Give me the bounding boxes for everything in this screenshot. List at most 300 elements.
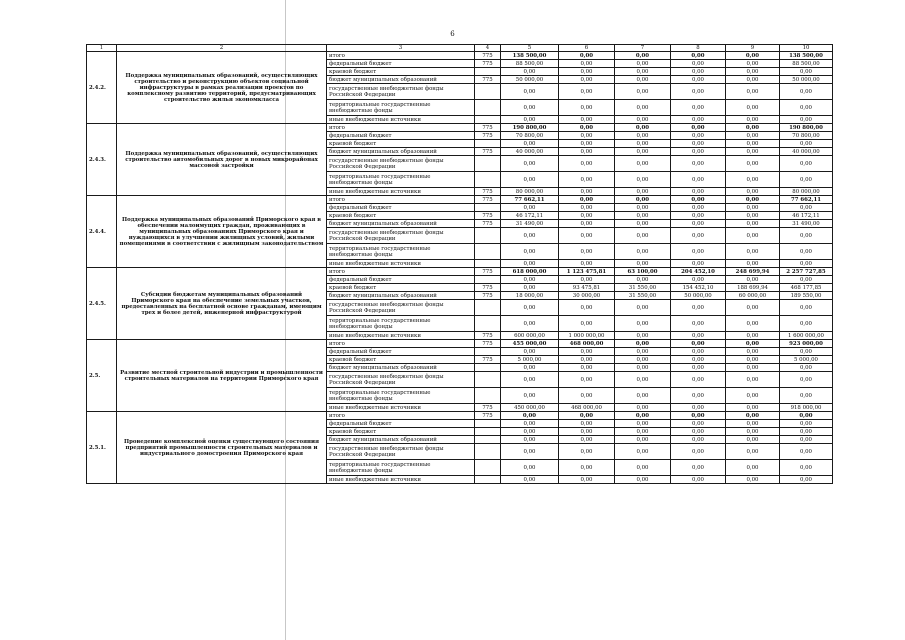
amount-cell: 88 500,00 [780,60,833,68]
amount-cell: 0,00 [726,372,780,388]
grbs-code: 775 [475,60,501,68]
column-number: 3 [327,45,475,52]
amount-cell: 0,00 [501,364,559,372]
amount-cell: 0,00 [726,244,780,260]
section-code: 2.4.3. [87,124,117,196]
amount-cell: 0,00 [780,244,833,260]
amount-cell: 0,00 [501,84,559,100]
amount-cell: 0,00 [615,348,671,356]
amount-cell: 77 662,11 [501,196,559,204]
amount-cell: 0,00 [501,300,559,316]
amount-cell: 0,00 [615,132,671,140]
funding-source: территориальные государственные внебюджетные фонды [327,244,475,260]
funding-source: территориальные государственные внебюджетные фонды [327,172,475,188]
grbs-code [475,372,501,388]
amount-cell: 0,00 [671,364,726,372]
amount-cell: 0,00 [559,372,615,388]
funding-source: государственные внебюджетные фонды Российской Федерации [327,372,475,388]
funding-source: иные внебюджетные источники [327,188,475,196]
funding-source: итого [327,124,475,132]
amount-cell: 138 500,00 [780,52,833,60]
grbs-code [475,420,501,428]
amount-cell: 70 800,00 [501,132,559,140]
amount-cell: 0,00 [501,388,559,404]
grbs-code: 775 [475,268,501,276]
section-name: Проведение комплексной оценки существующего состояния предприятий промышленности строительных материалов и индустриального домостроения Приморского края [117,412,327,484]
amount-cell: 88 500,00 [501,60,559,68]
grbs-code: 775 [475,412,501,420]
funding-source: иные внебюджетные источники [327,332,475,340]
amount-cell: 0,00 [559,244,615,260]
amount-cell: 0,00 [726,68,780,76]
amount-cell: 0,00 [615,220,671,228]
amount-cell: 0,00 [726,340,780,348]
funding-source: краевой бюджет [327,140,475,148]
amount-cell: 80 000,00 [501,188,559,196]
amount-cell: 0,00 [726,444,780,460]
amount-cell: 0,00 [780,316,833,332]
amount-cell: 0,00 [671,372,726,388]
amount-cell: 0,00 [559,316,615,332]
section-code: 2.4.4. [87,196,117,268]
funding-source: краевой бюджет [327,284,475,292]
amount-cell: 0,00 [780,364,833,372]
amount-cell: 0,00 [615,436,671,444]
amount-cell: 190 800,00 [501,124,559,132]
amount-cell: 0,00 [559,364,615,372]
amount-cell: 1 600 000,00 [780,332,833,340]
amount-cell: 0,00 [780,100,833,116]
amount-cell: 0,00 [671,76,726,84]
amount-cell: 50 000,00 [780,76,833,84]
table-row [87,268,833,276]
amount-cell: 0,00 [615,460,671,476]
amount-cell: 0,00 [501,100,559,116]
amount-cell: 0,00 [726,228,780,244]
amount-cell: 0,00 [559,68,615,76]
amount-cell: 0,00 [559,428,615,436]
amount-cell: 0,00 [671,188,726,196]
amount-cell: 0,00 [559,228,615,244]
amount-cell: 0,00 [671,228,726,244]
amount-cell: 0,00 [559,172,615,188]
amount-cell: 0,00 [501,156,559,172]
amount-cell: 0,00 [615,84,671,100]
amount-cell: 31 490,00 [501,220,559,228]
amount-cell: 0,00 [615,124,671,132]
funding-source: иные внебюджетные источники [327,476,475,484]
amount-cell: 0,00 [780,300,833,316]
funding-source: бюджет муниципальных образований [327,436,475,444]
amount-cell: 0,00 [501,428,559,436]
amount-cell: 0,00 [615,372,671,388]
amount-cell: 0,00 [615,140,671,148]
amount-cell: 0,00 [559,436,615,444]
amount-cell: 190 800,00 [780,124,833,132]
amount-cell: 0,00 [726,428,780,436]
grbs-code: 775 [475,124,501,132]
funding-source: иные внебюджетные источники [327,260,475,268]
amount-cell: 0,00 [671,156,726,172]
amount-cell: 0,00 [559,444,615,460]
grbs-code [475,156,501,172]
funding-source: итого [327,196,475,204]
funding-source: территориальные государственные внебюджетные фонды [327,388,475,404]
grbs-code: 775 [475,220,501,228]
amount-cell: 0,00 [780,388,833,404]
funding-source: краевой бюджет [327,212,475,220]
funding-source: федеральный бюджет [327,60,475,68]
amount-cell: 0,00 [671,340,726,348]
column-number-row [87,45,833,52]
amount-cell: 138 500,00 [501,52,559,60]
amount-cell: 0,00 [726,404,780,412]
amount-cell: 0,00 [559,300,615,316]
grbs-code [475,84,501,100]
amount-cell: 0,00 [780,436,833,444]
amount-cell: 0,00 [559,412,615,420]
amount-cell: 1 123 475,81 [559,268,615,276]
funding-source: государственные внебюджетные фонды Российской Федерации [327,84,475,100]
column-number: 1 [87,45,117,52]
funding-source: бюджет муниципальных образований [327,364,475,372]
section-name: Развитие местной строительной индустрии и промышленности строительных материалов на территории Приморского края [117,340,327,412]
amount-cell: 0,00 [559,52,615,60]
amount-cell: 0,00 [780,476,833,484]
amount-cell: 0,00 [559,420,615,428]
funding-source: бюджет муниципальных образований [327,220,475,228]
amount-cell: 0,00 [726,316,780,332]
grbs-code: 775 [475,284,501,292]
amount-cell: 0,00 [615,300,671,316]
amount-cell: 0,00 [559,84,615,100]
amount-cell: 31 490,00 [780,220,833,228]
grbs-code [475,100,501,116]
amount-cell: 0,00 [726,196,780,204]
amount-cell: 0,00 [671,148,726,156]
funding-source: итого [327,268,475,276]
amount-cell: 1 000 000,00 [559,332,615,340]
amount-cell: 46 172,11 [780,212,833,220]
amount-cell: 0,00 [780,420,833,428]
funding-source: бюджет муниципальных образований [327,76,475,84]
amount-cell: 918 000,00 [780,404,833,412]
amount-cell: 0,00 [726,116,780,124]
column-number: 4 [475,45,501,52]
grbs-code [475,140,501,148]
amount-cell: 0,00 [726,332,780,340]
amount-cell: 0,00 [726,348,780,356]
amount-cell: 0,00 [671,84,726,100]
amount-cell: 248 699,94 [726,268,780,276]
amount-cell: 618 000,00 [501,268,559,276]
amount-cell: 0,00 [780,260,833,268]
amount-cell: 0,00 [780,204,833,212]
amount-cell: 0,00 [726,172,780,188]
amount-cell: 0,00 [501,260,559,268]
amount-cell: 0,00 [615,188,671,196]
amount-cell: 0,00 [559,388,615,404]
amount-cell: 50 000,00 [501,76,559,84]
amount-cell: 0,00 [726,84,780,100]
grbs-code [475,364,501,372]
funding-source: бюджет муниципальных образований [327,148,475,156]
amount-cell: 0,00 [559,124,615,132]
amount-cell: 0,00 [780,372,833,388]
amount-cell: 0,00 [671,276,726,284]
amount-cell: 0,00 [615,204,671,212]
funding-source: итого [327,340,475,348]
amount-cell: 0,00 [671,260,726,268]
amount-cell: 5 000,00 [501,356,559,364]
section-code: 2.5.1. [87,412,117,484]
amount-cell: 0,00 [671,116,726,124]
amount-cell: 0,00 [726,364,780,372]
amount-cell: 0,00 [501,172,559,188]
amount-cell: 0,00 [671,132,726,140]
amount-cell: 0,00 [726,356,780,364]
grbs-code: 775 [475,196,501,204]
amount-cell: 0,00 [671,388,726,404]
grbs-code [475,116,501,124]
amount-cell: 40 000,00 [780,148,833,156]
amount-cell: 0,00 [671,60,726,68]
amount-cell: 0,00 [671,460,726,476]
funding-source: итого [327,52,475,60]
amount-cell: 0,00 [780,140,833,148]
section-name: Субсидии бюджетам муниципальных образований Приморского края на обеспечение земельных участков, предоставленных на бесплатной основе гражданам, имеющим трех и более детей, инженерной инфраструктурой [117,268,327,340]
page-number: 6 [450,30,455,38]
amount-cell: 0,00 [671,100,726,116]
amount-cell: 0,00 [615,212,671,220]
section-name: Поддержка муниципальных образований, осуществляющих строительство автомобильных дорог в новых микрорайонах массовой застройки [117,124,327,196]
amount-cell: 0,00 [671,428,726,436]
amount-cell: 0,00 [671,140,726,148]
amount-cell: 0,00 [671,244,726,260]
funding-source: краевой бюджет [327,356,475,364]
amount-cell: 60 000,00 [726,292,780,300]
amount-cell: 0,00 [615,340,671,348]
amount-cell: 0,00 [671,204,726,212]
amount-cell: 0,00 [671,172,726,188]
grbs-code: 775 [475,292,501,300]
funding-source: федеральный бюджет [327,420,475,428]
amount-cell: 0,00 [726,412,780,420]
grbs-code: 775 [475,212,501,220]
amount-cell: 0,00 [671,420,726,428]
amount-cell: 0,00 [615,428,671,436]
amount-cell: 0,00 [559,348,615,356]
amount-cell: 40 000,00 [501,148,559,156]
funding-source: краевой бюджет [327,428,475,436]
amount-cell: 0,00 [559,356,615,364]
grbs-code [475,172,501,188]
section-code: 2.5. [87,340,117,412]
amount-cell: 31 550,00 [615,284,671,292]
amount-cell: 5 000,00 [780,356,833,364]
amount-cell: 450 000,00 [501,404,559,412]
amount-cell: 0,00 [671,124,726,132]
column-number: 7 [615,45,671,52]
amount-cell: 188 699,94 [726,284,780,292]
amount-cell: 0,00 [559,276,615,284]
amount-cell: 0,00 [671,68,726,76]
amount-cell: 0,00 [726,212,780,220]
amount-cell: 30 000,00 [559,292,615,300]
amount-cell: 0,00 [726,52,780,60]
funding-source: государственные внебюджетные фонды Российской Федерации [327,444,475,460]
funding-source: иные внебюджетные источники [327,116,475,124]
amount-cell: 0,00 [671,300,726,316]
amount-cell: 0,00 [615,116,671,124]
amount-cell: 0,00 [671,356,726,364]
amount-cell: 77 662,11 [780,196,833,204]
amount-cell: 18 000,00 [501,292,559,300]
funding-source: федеральный бюджет [327,276,475,284]
funding-source: государственные внебюджетные фонды Российской Федерации [327,228,475,244]
amount-cell: 0,00 [726,276,780,284]
grbs-code: 775 [475,404,501,412]
amount-cell: 0,00 [615,148,671,156]
amount-cell: 204 452,10 [671,268,726,276]
amount-cell: 0,00 [780,84,833,100]
amount-cell: 0,00 [559,60,615,68]
amount-cell: 0,00 [671,412,726,420]
amount-cell: 50 000,00 [671,292,726,300]
grbs-code [475,276,501,284]
amount-cell: 0,00 [726,204,780,212]
table-row [87,340,833,348]
amount-cell: 0,00 [780,276,833,284]
amount-cell: 0,00 [615,420,671,428]
amount-cell: 0,00 [615,228,671,244]
amount-cell: 154 452,10 [671,284,726,292]
amount-cell: 0,00 [501,204,559,212]
grbs-code [475,460,501,476]
funding-source: бюджет муниципальных образований [327,292,475,300]
section-code: 2.4.2. [87,52,117,124]
grbs-code [475,316,501,332]
funding-source: итого [327,412,475,420]
amount-cell: 0,00 [501,444,559,460]
grbs-code [475,436,501,444]
amount-cell: 0,00 [726,100,780,116]
grbs-code [475,444,501,460]
amount-cell: 0,00 [501,116,559,124]
amount-cell: 0,00 [726,220,780,228]
amount-cell: 0,00 [559,76,615,84]
funding-source: федеральный бюджет [327,204,475,212]
grbs-code: 775 [475,188,501,196]
amount-cell: 0,00 [501,68,559,76]
amount-cell: 0,00 [559,196,615,204]
grbs-code [475,300,501,316]
amount-cell: 0,00 [726,460,780,476]
amount-cell: 0,00 [780,412,833,420]
amount-cell: 0,00 [615,68,671,76]
amount-cell: 0,00 [501,228,559,244]
grbs-code: 775 [475,356,501,364]
amount-cell: 0,00 [615,404,671,412]
amount-cell: 0,00 [671,476,726,484]
grbs-code [475,348,501,356]
amount-cell: 0,00 [780,68,833,76]
funding-source: иные внебюджетные источники [327,404,475,412]
amount-cell: 0,00 [726,148,780,156]
amount-cell: 0,00 [671,316,726,332]
amount-cell: 0,00 [559,476,615,484]
funding-source: территориальные государственные внебюджетные фонды [327,460,475,476]
amount-cell: 0,00 [501,244,559,260]
amount-cell: 0,00 [501,420,559,428]
amount-cell: 0,00 [501,412,559,420]
amount-cell: 0,00 [726,132,780,140]
grbs-code: 775 [475,332,501,340]
table-row [87,196,833,204]
amount-cell: 0,00 [615,52,671,60]
amount-cell: 0,00 [780,428,833,436]
amount-cell: 0,00 [615,244,671,260]
amount-cell: 0,00 [780,444,833,460]
amount-cell: 0,00 [726,476,780,484]
amount-cell: 0,00 [501,276,559,284]
amount-cell: 0,00 [615,156,671,172]
amount-cell: 0,00 [615,172,671,188]
amount-cell: 0,00 [559,204,615,212]
amount-cell: 468 000,00 [559,340,615,348]
amount-cell: 0,00 [615,60,671,68]
grbs-code [475,260,501,268]
amount-cell: 0,00 [671,444,726,460]
column-number: 5 [501,45,559,52]
amount-cell: 0,00 [726,140,780,148]
amount-cell: 0,00 [671,436,726,444]
amount-cell: 189 550,00 [780,292,833,300]
amount-cell: 0,00 [780,156,833,172]
amount-cell: 0,00 [726,124,780,132]
amount-cell: 923 000,00 [780,340,833,348]
amount-cell: 0,00 [780,172,833,188]
amount-cell: 0,00 [726,300,780,316]
section-name: Поддержка муниципальных образований, осуществляющих строительство и реконструкцию объектов социальной инфраструктуры в рамках реализации проектов по комплексному развитию территорий, предусматривающих строительство жилья экономкласса [117,52,327,124]
amount-cell: 0,00 [615,412,671,420]
funding-source: территориальные государственные внебюджетные фонды [327,100,475,116]
amount-cell: 0,00 [559,156,615,172]
amount-cell: 0,00 [726,436,780,444]
funding-source: государственные внебюджетные фонды Российской Федерации [327,156,475,172]
amount-cell: 0,00 [726,156,780,172]
funding-source: государственные внебюджетные фонды Российской Федерации [327,300,475,316]
funding-source: федеральный бюджет [327,348,475,356]
amount-cell: 0,00 [671,332,726,340]
amount-cell: 0,00 [559,140,615,148]
amount-cell: 468 177,85 [780,284,833,292]
amount-cell: 0,00 [501,372,559,388]
amount-cell: 0,00 [615,260,671,268]
column-number: 6 [559,45,615,52]
amount-cell: 468 000,00 [559,404,615,412]
amount-cell: 0,00 [726,260,780,268]
grbs-code: 775 [475,76,501,84]
column-number: 8 [671,45,726,52]
amount-cell: 0,00 [780,460,833,476]
amount-cell: 0,00 [671,348,726,356]
amount-cell: 0,00 [671,196,726,204]
grbs-code: 775 [475,52,501,60]
amount-cell: 0,00 [615,356,671,364]
column-number: 2 [117,45,327,52]
amount-cell: 0,00 [559,148,615,156]
